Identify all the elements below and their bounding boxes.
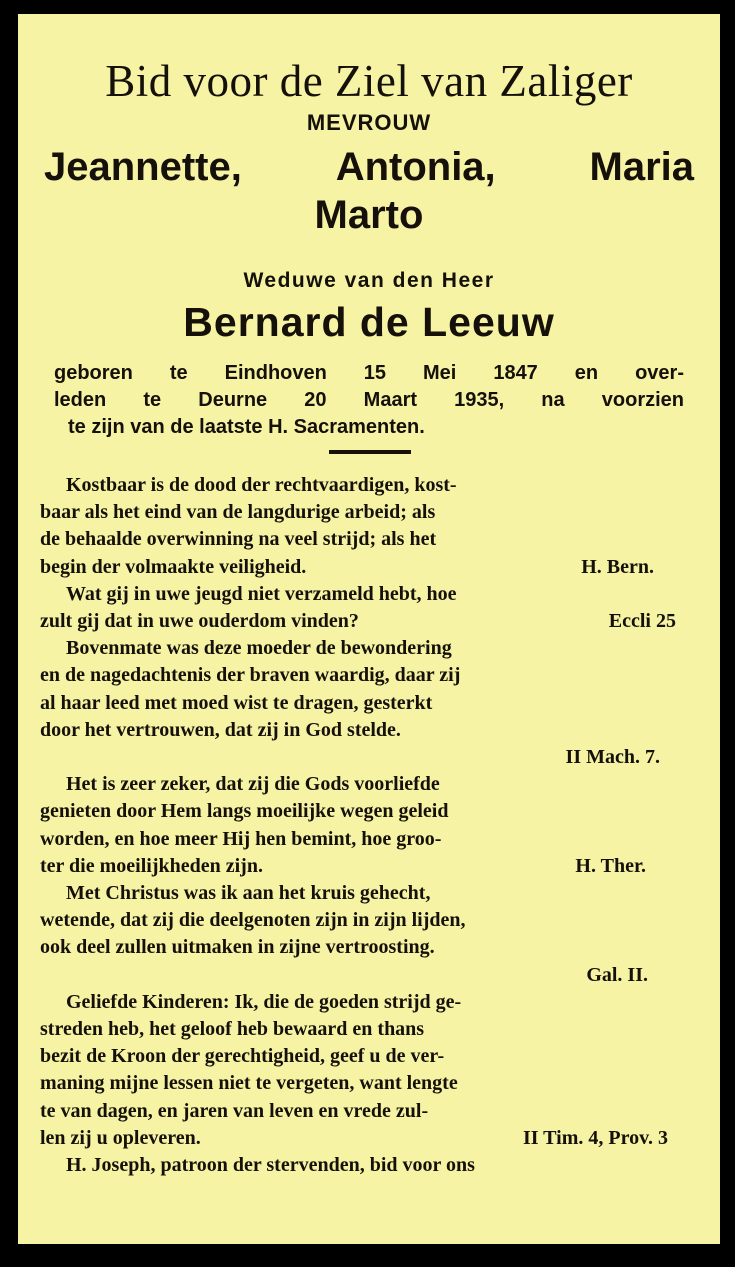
text-line: Bovenmate was deze moeder de bewondering — [66, 637, 452, 660]
citation: Eccli 25 — [608, 610, 676, 633]
deceased-first-names — [44, 144, 694, 190]
text-line: streden heb, het geloof heb bewaard en thans — [40, 1018, 425, 1041]
birth-line: te zijn van de laatste H. Sacramenten. — [68, 416, 425, 438]
text-line: Geliefde Kinderen: Ik, die de goeden strijd ge- — [66, 990, 462, 1013]
text-line: len zij u opleveren. II Tim. 4, Prov. 3 — [40, 1125, 676, 1152]
text-line: genieten door Hem langs moeilijke wegen geleid — [40, 800, 449, 823]
text-line: Met Christus was ik aan het kruis gehecht, — [66, 882, 431, 905]
deceased-surname: Marto — [314, 193, 424, 237]
text-line: door het vertrouwen, dat zij in God stelde. — [40, 718, 401, 741]
text-line: en de nagedachtenis der braven waardig, daar zij — [40, 664, 461, 687]
widow-of-label: Weduwe van den Heer — [243, 269, 495, 292]
memorial-card — [18, 14, 720, 1244]
citation: II Tim. 4, Prov. 3 — [522, 1126, 668, 1149]
husband-name: Bernard de Leeuw — [183, 299, 555, 345]
birth-line: geboren te Eindhoven 15 Mei 1847 en over- — [54, 362, 684, 384]
text-line: te van dagen, en jaren van leven en vrede zul- — [40, 1099, 429, 1122]
text-line: baar als het eind van de langdurige arbeid; als — [40, 501, 436, 524]
text-line: de behaalde overwinning na veel strijd; als het — [40, 528, 437, 551]
text-line: bezit de Kroon der gerechtigheid, geef u de ver- — [40, 1045, 445, 1068]
citation: H. Ther. — [575, 854, 646, 877]
text-line: ook deel zullen uitmaken in zijne vertroosting. — [40, 936, 435, 959]
citation: II Mach. 7. — [565, 746, 660, 769]
text-line: al haar leed met moed wist te dragen, gesterkt — [40, 691, 433, 714]
text-line: Wat gij in uwe jeugd niet verzameld hebt, hoe — [66, 582, 457, 605]
birth-death-statement — [54, 360, 684, 441]
text-line: wetende, dat zij die deelgenoten zijn in zijn lijden, — [40, 909, 466, 932]
second-name: Antonia, — [335, 145, 496, 189]
card-heading: Bid voor de Ziel van Zaliger — [105, 56, 633, 106]
text-line: worden, en hoe meer Hij hen bemint, hoe groo- — [40, 827, 442, 850]
closing-prayer: H. Joseph, patroon der stervenden, bid voor ons — [66, 1154, 475, 1177]
citation: Gal. II. — [586, 963, 648, 986]
title-prefix: MEVROUW — [306, 110, 432, 135]
first-name: Jeannette, — [44, 145, 242, 189]
third-name: Maria — [589, 145, 694, 189]
text-line: zult gij dat in uwe ouderdom vinden? Eccli 25 — [40, 608, 676, 635]
text-line: Kostbaar is de dood der rechtvaardigen, kost- — [66, 474, 457, 496]
text-line: ter die moeilijkheden zijn. H. Ther. — [40, 853, 676, 880]
divider-rule — [329, 450, 411, 454]
birth-line: leden te Deurne 20 Maart 1935, na voorzien — [54, 389, 684, 411]
text-line: maning mijne lessen niet te vergeten, want lengte — [40, 1072, 458, 1095]
text-line: begin der volmaakte veiligheid. H. Bern. — [40, 554, 676, 581]
citation: H. Bern. — [581, 555, 654, 578]
text-line: Het is zeer zeker, dat zij die Gods voorliefde — [66, 773, 440, 796]
memorial-text — [40, 472, 676, 1179]
